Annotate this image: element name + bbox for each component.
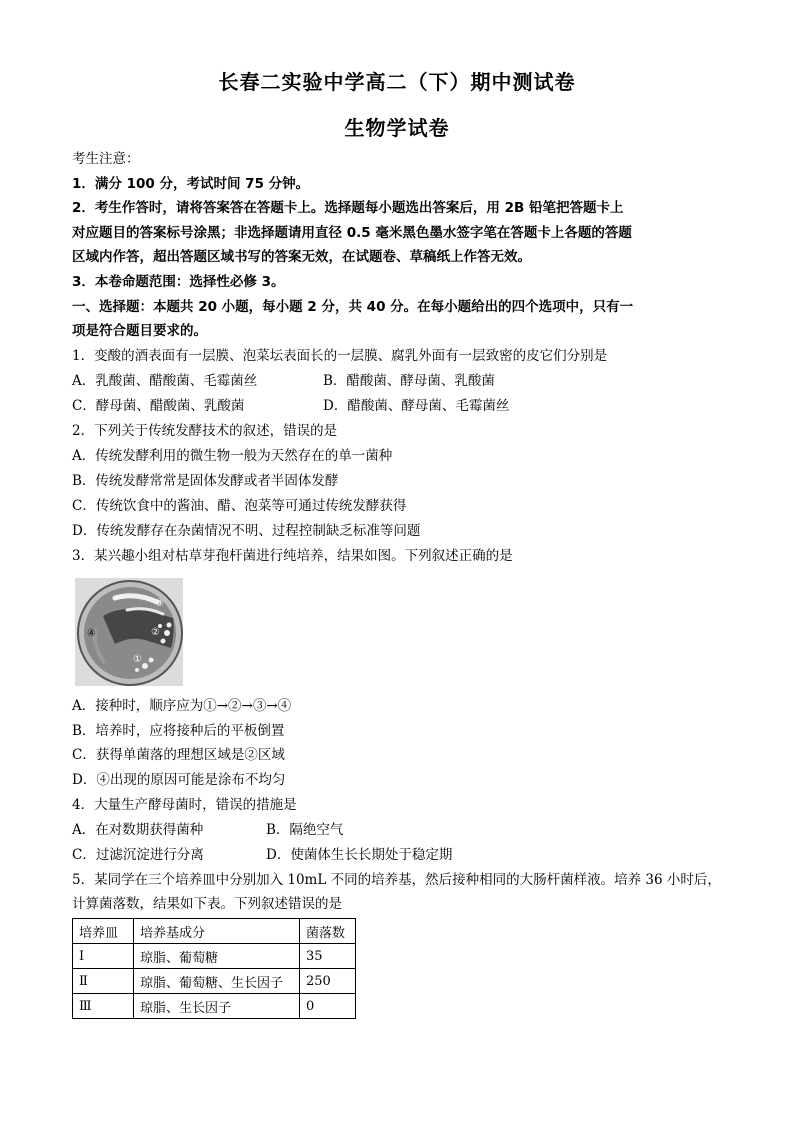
option-a: A．乳酸菌、醋酸菌、毛霉菌丝 [72, 373, 258, 389]
notice-item: 3．本卷命题范围：选择性必修 3。 [72, 274, 285, 290]
question-stem: 5．某同学在三个培养皿中分别加入 10mL 不同的培养基，然后接种相同的大肠杆菌样液。培养 36 小时后， [72, 872, 721, 888]
option-d: D．④出现的原因可能是涂布不均匀 [72, 772, 286, 788]
section-heading-cont: 项是符合题目要求的。 [72, 323, 207, 339]
question-stem: 4．大量生产酵母菌时，错误的措施是 [72, 797, 297, 813]
option-b: B．醋酸菌、酵母菌、乳酸菌 [323, 373, 495, 389]
option-d: D．使菌体生长长期处于稳定期 [266, 847, 453, 863]
table-cell: Ⅱ [73, 969, 134, 994]
option-a: A．在对数期获得菌种 [72, 822, 204, 838]
table-row [73, 969, 356, 994]
table-cell: Ⅰ [73, 944, 134, 969]
table-row [73, 944, 356, 969]
question-stem: 2．下列关于传统发酵技术的叙述，错误的是 [72, 423, 338, 439]
option-a: A．传统发酵利用的微生物一般为天然存在的单一菌种 [72, 448, 393, 464]
option-b: B．隔绝空气 [266, 822, 344, 838]
petri-dish-figure [75, 578, 183, 686]
section-heading: 一、选择题：本题共 20 小题，每小题 2 分，共 40 分。在每小题给出的四个选项中，只有一 [72, 299, 634, 315]
table-cell: Ⅲ [73, 994, 134, 1019]
culture-table [72, 918, 356, 1019]
exam-title: 长春二实验中学高二（下）期中测试卷 [218, 70, 576, 94]
table-cell: 250 [300, 969, 356, 994]
figure-label-4: ④ [87, 628, 96, 639]
option-b: B．传统发酵常常是固体发酵或者半固体发酵 [72, 473, 339, 489]
table-header-row [73, 919, 356, 944]
question-stem: 3．某兴趣小组对枯草芽孢杆菌进行纯培养，结果如图。下列叙述正确的是 [72, 548, 513, 564]
option-d: D．传统发酵存在杂菌情况不明、过程控制缺乏标准等问题 [72, 523, 421, 539]
option-a: A．接种时，顺序应为①→②→③→④ [72, 698, 292, 714]
table-header: 培养皿 [73, 919, 134, 944]
table-cell: 35 [300, 944, 356, 969]
notice-item: 1．满分 100 分，考试时间 75 分钟。 [72, 176, 310, 192]
table-cell: 0 [300, 994, 356, 1019]
option-c: C．传统饮食中的酱油、醋、泡菜等可通过传统发酵获得 [72, 498, 407, 514]
table-row [73, 994, 356, 1019]
figure-label-2: ② [151, 627, 160, 638]
notice-heading: 考生注意： [72, 151, 140, 167]
table-header: 菌落数 [300, 919, 356, 944]
figure-label-1: ① [133, 654, 142, 665]
option-c: C．过滤沉淀进行分离 [72, 847, 204, 863]
option-c: C．酵母菌、醋酸菌、乳酸菌 [72, 398, 245, 414]
notice-item: 2．考生作答时，请将答案答在答题卡上。选择题每小题选出答案后，用 2B 铅笔把答题卡上 [72, 200, 624, 216]
option-b: B．培养时，应将接种后的平板倒置 [72, 723, 285, 739]
table-cell: 琼脂、葡萄糖 [134, 944, 300, 969]
figure-label-3: ③ [155, 598, 164, 609]
option-d: D．醋酸菌、酵母菌、毛霉菌丝 [323, 398, 510, 414]
table-cell: 琼脂、葡萄糖、生长因子 [134, 969, 300, 994]
exam-subtitle: 生物学试卷 [344, 116, 450, 140]
notice-item: 对应题目的答案标号涂黑；非选择题请用直径 0.5 毫米黑色墨水签字笔在答题卡上各题的答题 [72, 225, 632, 241]
option-c: C．获得单菌落的理想区域是②区域 [72, 747, 285, 763]
table-header: 培养基成分 [134, 919, 300, 944]
question-stem-cont: 计算菌落数，结果如下表。下列叙述错误的是 [72, 896, 342, 912]
notice-item: 区域内作答，超出答题区域书写的答案无效，在试题卷、草稿纸上作答无效。 [72, 249, 531, 265]
question-stem: 1．变酸的酒表面有一层膜、泡菜坛表面长的一层膜、腐乳外面有一层致密的皮它们分别是 [72, 348, 608, 364]
table-cell: 琼脂、生长因子 [134, 994, 300, 1019]
